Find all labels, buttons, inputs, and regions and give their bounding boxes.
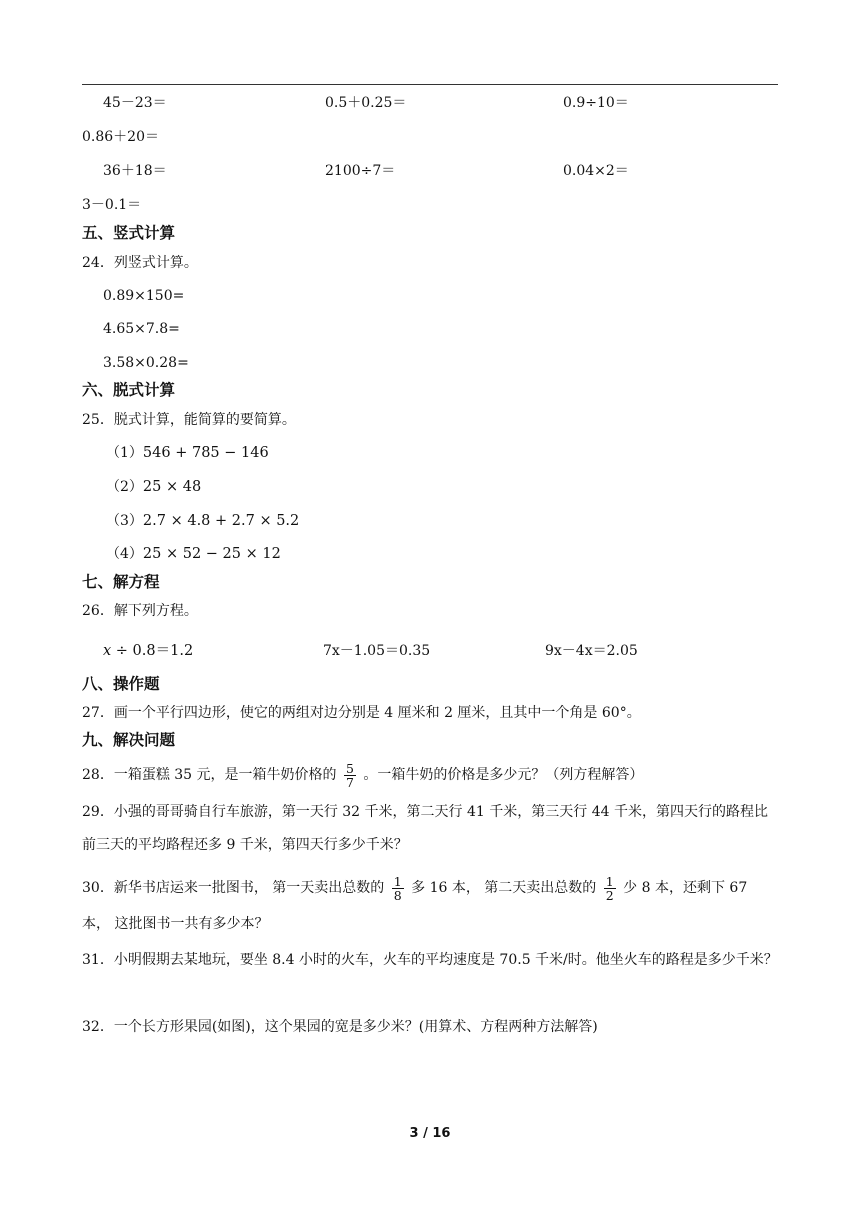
expression-item [106, 544, 281, 564]
question-28-text-before: 28．一箱蛋糕 35 元，是一箱牛奶价格的 [82, 767, 337, 783]
expression: 25 × 52 − 25 × 12 [142, 546, 281, 562]
vertical-calc-item: 0.89×150= [103, 288, 185, 304]
question-29: 29．小强的哥哥骑自行车旅游，第一天行 32 千米，第二天行 41 千米，第三天行 44 千米，第四天行的路程比前三天的平均路程还多 9 千米，第四天行多少千米？ [82, 804, 768, 853]
vertical-calc-item: 4.65×7.8= [103, 321, 180, 337]
question-28-text-after: 。一箱牛奶的价格是多少元？（列方程解答） [363, 767, 644, 783]
question-27: 27．画一个平行四边形，使它的两组对边分别是 4 厘米和 2 厘米，且其中一个角是 60°。 [82, 705, 641, 721]
section-title: 六、脱式计算 [82, 381, 176, 399]
question-32: 32．一个长方形果园(如图)，这个果园的宽是多少米？(用算术、方程两种方法解答) [82, 1019, 598, 1035]
question-30-part1: 30．新华书店运来一批图书， 第一天卖出总数的 [82, 880, 385, 896]
question-24: 24．列竖式计算。 [82, 255, 198, 271]
section-title: 五、竖式计算 [82, 224, 176, 242]
fraction [392, 875, 404, 902]
section-title: 八、操作题 [82, 675, 160, 693]
fraction-denominator: 8 [393, 887, 402, 903]
question-26: 26．解下列方程。 [82, 603, 198, 619]
fraction-numerator: 1 [393, 873, 402, 889]
calc-item: 0.04×2＝ [563, 163, 629, 179]
expression-label: （3） [106, 513, 143, 529]
expression-label: （1） [106, 445, 143, 461]
question-31: 31．小明假期去某地玩，要坐 8.4 小时的火车，火车的平均速度是 70.5 千米/时。他坐火车的路程是多少千米？ [82, 952, 778, 968]
page-number: 3 / 16 [409, 1126, 451, 1141]
expression-label: （4） [106, 546, 143, 562]
question-25: 25．脱式计算，能简算的要简算。 [82, 412, 296, 428]
calc-item: 2100÷7＝ [325, 163, 396, 179]
calc-item: 45－23＝ [103, 95, 167, 111]
question-28 [82, 758, 643, 792]
calc-item: 0.86＋20＝ [82, 129, 159, 145]
calc-item: 0.9÷10＝ [563, 95, 629, 111]
fraction-denominator: 2 [605, 887, 614, 903]
expression-item [106, 511, 299, 531]
fraction-numerator: 1 [605, 873, 614, 889]
calc-item: 36＋18＝ [103, 163, 167, 179]
fraction-denominator: 7 [345, 774, 354, 790]
question-30 [82, 870, 778, 942]
expression: 546 + 785 − 146 [142, 445, 269, 461]
equation: 𝑥 ÷ 0.8＝1.2 [103, 643, 194, 659]
expression: 2.7 × 4.8 + 2.7 × 5.2 [142, 513, 300, 529]
expression-label: （2） [106, 479, 143, 495]
fraction [344, 762, 356, 789]
expression-item [106, 477, 201, 497]
calc-item: 3－0.1＝ [82, 197, 142, 213]
equation: 7x－1.05＝0.35 [323, 643, 431, 659]
header-rule [82, 84, 778, 85]
fraction [604, 875, 616, 902]
expression-item [106, 443, 269, 463]
vertical-calc-item: 3.58×0.28= [103, 355, 189, 371]
expression: 25 × 48 [142, 479, 202, 495]
fraction-numerator: 5 [345, 760, 354, 776]
equation: 9x－4x＝2.05 [545, 643, 638, 659]
section-title: 九、解决问题 [82, 731, 176, 749]
section-title: 七、解方程 [82, 573, 160, 591]
question-30-part2: 多 16 本， 第二天卖出总数的 [411, 880, 597, 896]
calc-item: 0.5＋0.25＝ [325, 95, 407, 111]
question-30-part3: 少 8 本，还剩下 67 本， 这批图书一共有多少本？ [82, 880, 748, 932]
